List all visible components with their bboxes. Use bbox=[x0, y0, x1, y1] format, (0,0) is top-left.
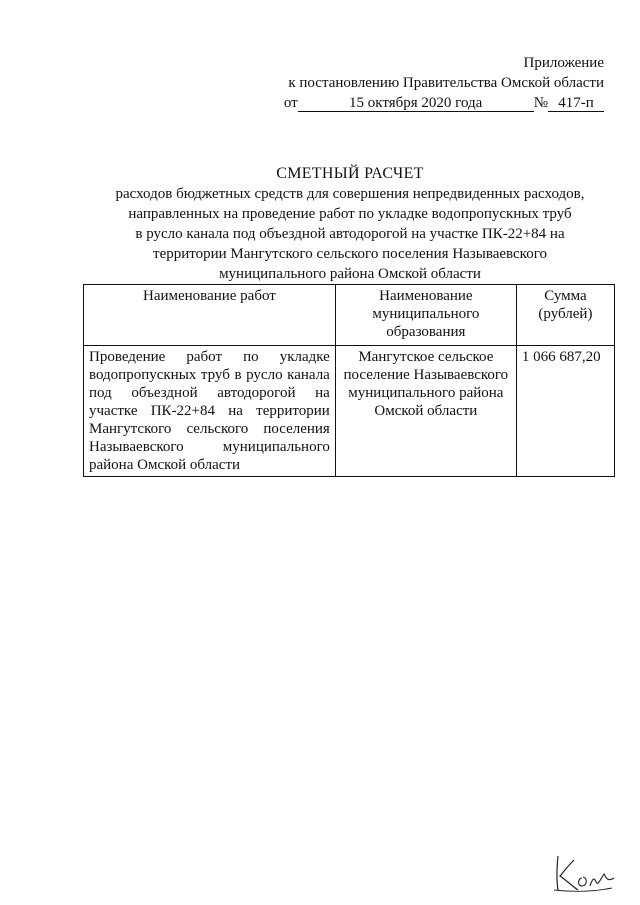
header-municipality: Наименование муниципального образования bbox=[335, 285, 516, 346]
table-row bbox=[84, 346, 615, 477]
document-title: СМЕТНЫЙ РАСЧЕТ bbox=[276, 165, 424, 182]
subtitle-line: муниципального района Омской области bbox=[219, 266, 481, 282]
subtitle-line: в русло канала под объездной автодорогой на участке ПК-22+84 на bbox=[135, 226, 565, 242]
appendix-label: Приложение bbox=[523, 55, 604, 71]
appendix-header bbox=[284, 53, 604, 113]
subtitle-line: расходов бюджетных средств для совершения непредвиденных расходов, bbox=[115, 186, 585, 202]
amount-cell: 1 066 687,20 bbox=[516, 346, 614, 477]
date-prefix: от bbox=[283, 95, 298, 111]
decree-date: 15 октября 2020 года bbox=[298, 95, 534, 112]
appendix-decree: к постановлению Правительства Омской области bbox=[288, 75, 604, 91]
work-description-cell: Проведение работ по укладке водопропускных труб в русло канала под объездной автодорогой на участке ПК-22+84 на территории Мангутского сельского поселения Называевского муниципального района Омской области bbox=[84, 346, 336, 477]
title-block bbox=[70, 164, 630, 284]
handwritten-signature bbox=[552, 852, 618, 894]
appendix-date-number bbox=[284, 93, 604, 113]
table-header-row bbox=[84, 285, 615, 346]
estimate-table bbox=[83, 284, 615, 477]
header-work-name: Наименование работ bbox=[84, 285, 336, 346]
number-prefix: № bbox=[533, 95, 548, 111]
decree-number: 417-п bbox=[548, 95, 604, 112]
subtitle-line: направленных на проведение работ по укладке водопропускных труб bbox=[128, 206, 572, 222]
subtitle-line: территории Мангутского сельского поселения Называевского bbox=[153, 246, 547, 262]
header-amount: Сумма (рублей) bbox=[516, 285, 614, 346]
municipality-cell: Мангутское сельское поселение Называевского муниципального района Омской области bbox=[335, 346, 516, 477]
